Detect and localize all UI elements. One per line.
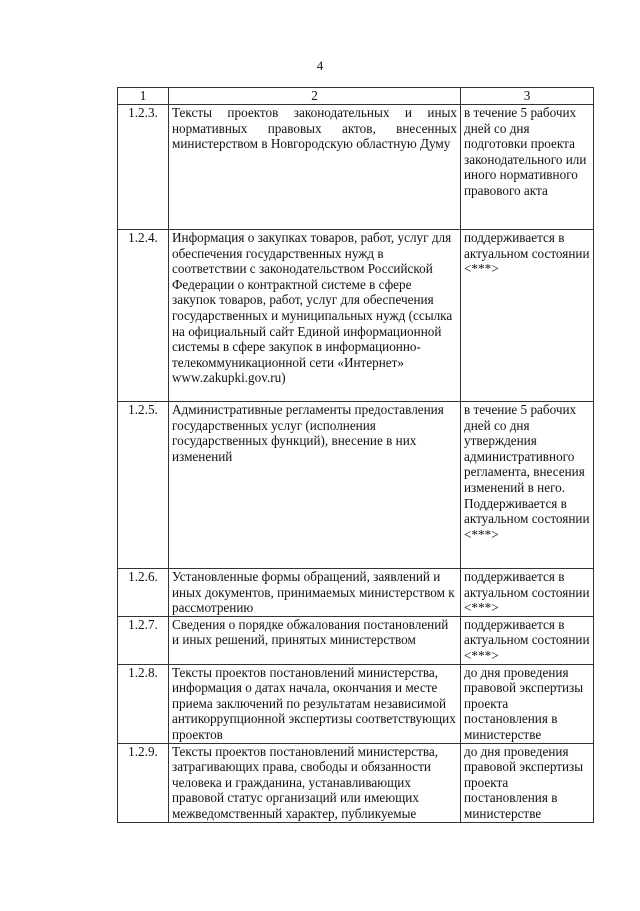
item-description: Тексты проектов законодательных и иных нормативных правовых актов, внесенных министерством в Новгородскую областную Думу (169, 105, 461, 230)
item-deadline: до дня проведения правовой экспертизы проекта постановления в министерстве (461, 664, 594, 743)
column-header-1: 1 (118, 88, 169, 105)
item-number: 1.2.8. (118, 664, 169, 743)
item-description: Тексты проектов постановлений министерства, информация о датах начала, окончания и месте приема заключений по результатам независимой антикоррупционной экспертизы соответствующих проектов (169, 664, 461, 743)
item-number: 1.2.4. (118, 230, 169, 402)
item-number: 1.2.3. (118, 105, 169, 230)
item-number: 1.2.7. (118, 616, 169, 664)
page-number: 4 (316, 58, 324, 73)
item-deadline: в течение 5 рабочих дней со дня утверждения административного регламента, внесения изменений в него. Поддерживается в актуальном состоянии <***> (461, 402, 594, 569)
table-row (118, 230, 594, 402)
item-deadline: поддерживается в актуальном состоянии <***> (461, 569, 594, 617)
table-row (118, 569, 594, 617)
item-description: Информация о закупках товаров, работ, услуг для обеспечения государственных нужд в соответствии с законодательством Российской Федерации о контрактной системе в сфере закупок товаров, работ, услуг для обеспечения государственных и муниципальных нужд (ссылка на официальный сайт Единой информационной системы в сфере закупок в информационно-телекоммуникационной сети «Интернет» www.zakupki.gov.ru) (169, 230, 461, 402)
item-number: 1.2.5. (118, 402, 169, 569)
item-description: Административные регламенты предоставления государственных услуг (исполнения государственных функций), внесение в них изменений (169, 402, 461, 569)
item-number: 1.2.9. (118, 743, 169, 822)
column-header-3: 3 (461, 88, 594, 105)
item-deadline: поддерживается в актуальном состоянии <***> (461, 616, 594, 664)
table-row (118, 402, 594, 569)
item-description: Сведения о порядке обжалования постановлений и иных решений, принятых министерством (169, 616, 461, 664)
table-row (118, 664, 594, 743)
item-description: Установленные формы обращений, заявлений и иных документов, принимаемых министерством к рассмотрению (169, 569, 461, 617)
item-description: Тексты проектов постановлений министерства, затрагивающих права, свободы и обязанности человека и гражданина, устанавливающих правовой статус организаций или имеющих межведомственный характер, публикуемые (169, 743, 461, 822)
table-header-row (118, 88, 594, 105)
item-deadline: поддерживается в актуальном состоянии <***> (461, 230, 594, 402)
table-row (118, 105, 594, 230)
item-number: 1.2.6. (118, 569, 169, 617)
item-deadline: в течение 5 рабочих дней со дня подготовки проекта законодательного или иного нормативного правового акта (461, 105, 594, 230)
item-deadline: до дня проведения правовой экспертизы проекта постановления в министерстве (461, 743, 594, 822)
table-row (118, 616, 594, 664)
document-table (117, 87, 594, 823)
table-row (118, 743, 594, 822)
column-header-2: 2 (169, 88, 461, 105)
